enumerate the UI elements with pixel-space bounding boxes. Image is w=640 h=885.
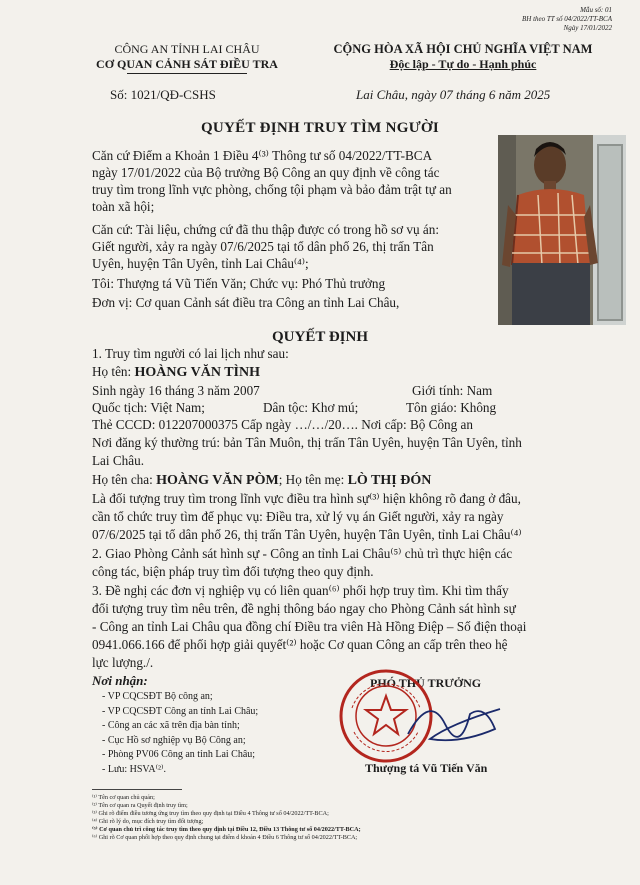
agency-parent: CÔNG AN TỈNH LAI CHÂU: [114, 42, 260, 56]
nation-name: CỘNG HÒA XÃ HỘI CHỦ NGHĨA VIỆT NAM: [333, 42, 593, 56]
decision-heading: QUYẾT ĐỊNH: [272, 329, 368, 345]
recipient-item: - Công an các xã trên địa bàn tỉnh;: [102, 720, 240, 731]
recipient-item: - Cục Hồ sơ nghiệp vụ Bộ Công an;: [102, 734, 246, 746]
person-name: HOÀNG VĂN TÌNH: [134, 365, 261, 380]
paragraph-line: đối tượng truy tìm nêu trên, đề nghị thông báo ngay cho Phòng Cảnh sát hình sự: [92, 601, 516, 616]
paragraph-line: 07/6/2025 tại tổ dân phố 26, thị trấn Tân Uyên, huyện Tân Uyên, tỉnh Lai Châu⁽⁴⁾: [92, 527, 522, 542]
person-residence: Nơi đăng ký thường trú: bản Tân Muôn, thị trấn Tân Uyên, huyện Tân Uyên, tỉnh: [92, 435, 522, 450]
recipient-item: - Phòng PV06 Công an tỉnh Lai Châu;: [102, 749, 256, 760]
signer-name: Thượng tá Vũ Tiến Văn: [365, 761, 488, 775]
paragraph-line: - Công an tỉnh Lai Châu qua đồng chí Điều tra viên Hà Hồng Điệp – Số điện thoại: [92, 619, 527, 634]
father-label: Họ tên cha:: [92, 472, 157, 487]
person-nationality: Quốc tịch: Việt Nam;: [92, 400, 205, 415]
paragraph-line: Là đối tượng truy tìm trong lĩnh vực điều tra hình sự⁽³⁾ hiện không rõ đang ở đâu,: [92, 491, 521, 506]
signature: [400, 684, 510, 764]
form-date: Ngày 17/01/2022: [563, 24, 612, 32]
item-1: 1. Truy tìm người có lai lịch như sau:: [92, 346, 289, 361]
basis-line: Giết người, xảy ra ngày 07/6/2025 tại tổ dân phố 26, thị trấn Tân: [92, 239, 434, 254]
basis-line: toàn xã hội;: [92, 199, 155, 214]
document-title: QUYẾT ĐỊNH TRUY TÌM NGƯỜI: [200, 120, 440, 136]
recipient-item: - VP CQCSĐT Công an tỉnh Lai Châu;: [102, 705, 259, 717]
basis-line: truy tìm trong lĩnh vực phòng, chống tội phạm và bảo đảm trật tự an: [92, 182, 452, 197]
basis-line: Căn cứ: Tài liệu, chứng cứ đã thu thập được có trong hồ sơ vụ án:: [92, 222, 439, 237]
parents-line: [92, 471, 431, 489]
recipient-item: - VP CQCSĐT Bộ công an;: [102, 691, 213, 702]
basis-line: ngày 17/01/2022 của Bộ trưởng Bộ Công an quy định về công tác: [92, 165, 440, 180]
form-note: [472, 6, 612, 33]
footnote: ⁽⁶⁾ Ghi rõ Cơ quan phối hợp theo quy định chung tại điểm d khoản 4 Điều 6 Thông tư số 04/2022/TT-BCA;: [92, 834, 358, 841]
mother-label: ; Họ tên mẹ:: [278, 472, 348, 487]
paragraph-line: lực lượng./.: [92, 655, 154, 670]
footnote: ⁽⁵⁾ Cơ quan chủ trì công tác truy tìm theo quy định tại Điều 12, Điều 13 Thông tư số 04/2022/TT-BCA;: [92, 826, 361, 833]
paragraph-line: 3. Đề nghị các đơn vị nghiệp vụ có liên quan⁽⁶⁾ phối hợp truy tìm. Khi tìm thấy: [92, 583, 509, 598]
nation-motto: Độc lập - Tự do - Hạnh phúc: [389, 57, 537, 71]
suspect-photo: [498, 135, 626, 325]
paragraph-line: 2. Giao Phòng Cảnh sát hình sự - Công an tỉnh Lai Châu⁽⁵⁾ chủ trì thực hiện các: [92, 546, 513, 561]
national-header: [318, 42, 608, 72]
mother-name: LÒ THỊ ĐÓN: [347, 473, 432, 488]
father-name: HOÀNG VĂN PÒM: [156, 473, 279, 488]
basis-line: Đơn vị: Cơ quan Cảnh sát điều tra Công an tỉnh Lai Châu,: [92, 295, 400, 310]
basis-line: Uyên, huyện Tân Uyên, tỉnh Lai Châu⁽⁴⁾;: [92, 256, 309, 271]
form-basis: BH theo TT số 04/2022/TT-BCA: [522, 15, 612, 23]
paragraph-line: công tác, biện pháp truy tìm đối tượng theo quy định.: [92, 564, 374, 579]
agency-header: [62, 42, 312, 74]
basis-line: Căn cứ Điểm a Khoản 1 Điều 4⁽³⁾ Thông tư số 04/2022/TT-BCA: [92, 148, 433, 163]
recipients-list: [102, 690, 258, 777]
recipients-title: Nơi nhận:: [92, 673, 148, 688]
person-dob: Sinh ngày 16 tháng 3 năm 2007: [92, 383, 260, 398]
paragraph-line: 0941.066.166 để phối hợp giải quyết⁽²⁾ hoặc Cơ quan Công an cấp trên theo hệ: [92, 637, 508, 652]
footnote: ⁽⁴⁾ Ghi rõ lý do, mục đích truy tìm đối tượng;: [92, 818, 204, 825]
person-residence-cont: Lai Châu.: [92, 453, 145, 468]
suspect-photo-image: [498, 135, 626, 325]
basis-line: Tôi: Thượng tá Vũ Tiến Văn; Chức vụ: Phó Thủ trưởng: [92, 276, 386, 291]
footnote-divider: [92, 789, 182, 790]
signer-role: PHÓ THỦ TRƯỞNG: [370, 676, 482, 690]
person-ethnicity: Dân tộc: Khơ mú;: [263, 400, 359, 415]
person-gender: Giới tính: Nam: [412, 383, 493, 398]
paragraph-line: cần tổ chức truy tìm để phục vụ: Điều tra, xử lý vụ án Giết người, xảy ra ngày: [92, 509, 504, 524]
name-label: Họ tên:: [92, 364, 135, 379]
recipient-item: - Lưu: HSVA⁽²⁾.: [102, 763, 166, 775]
person-id-card: Thẻ CCCD: 012207000375 Cấp ngày …/…/20…. Nơi cấp: Bộ Công an: [92, 417, 473, 432]
document-number: Số: 1021/QĐ-CSHS: [110, 87, 216, 102]
person-religion: Tôn giáo: Không: [406, 400, 497, 415]
agency-underline: [127, 73, 247, 74]
footnote: ⁽¹⁾ Tên cơ quan chủ quản;: [92, 794, 155, 801]
agency-name: CƠ QUAN CẢNH SÁT ĐIỀU TRA: [96, 57, 278, 71]
place-date: Lai Châu, ngày 07 tháng 6 năm 2025: [356, 87, 551, 102]
footnote: ⁽³⁾ Ghi rõ điểm điều tương ứng truy tìm theo quy định tại Điều 4 Thông tư số 04/2022/TT-BCA;: [92, 810, 329, 817]
person-name-line: [92, 363, 260, 381]
footnote: ⁽²⁾ Tên cơ quan ra Quyết định truy tìm;: [92, 802, 188, 809]
form-number: Mẫu số: 01: [580, 6, 612, 14]
